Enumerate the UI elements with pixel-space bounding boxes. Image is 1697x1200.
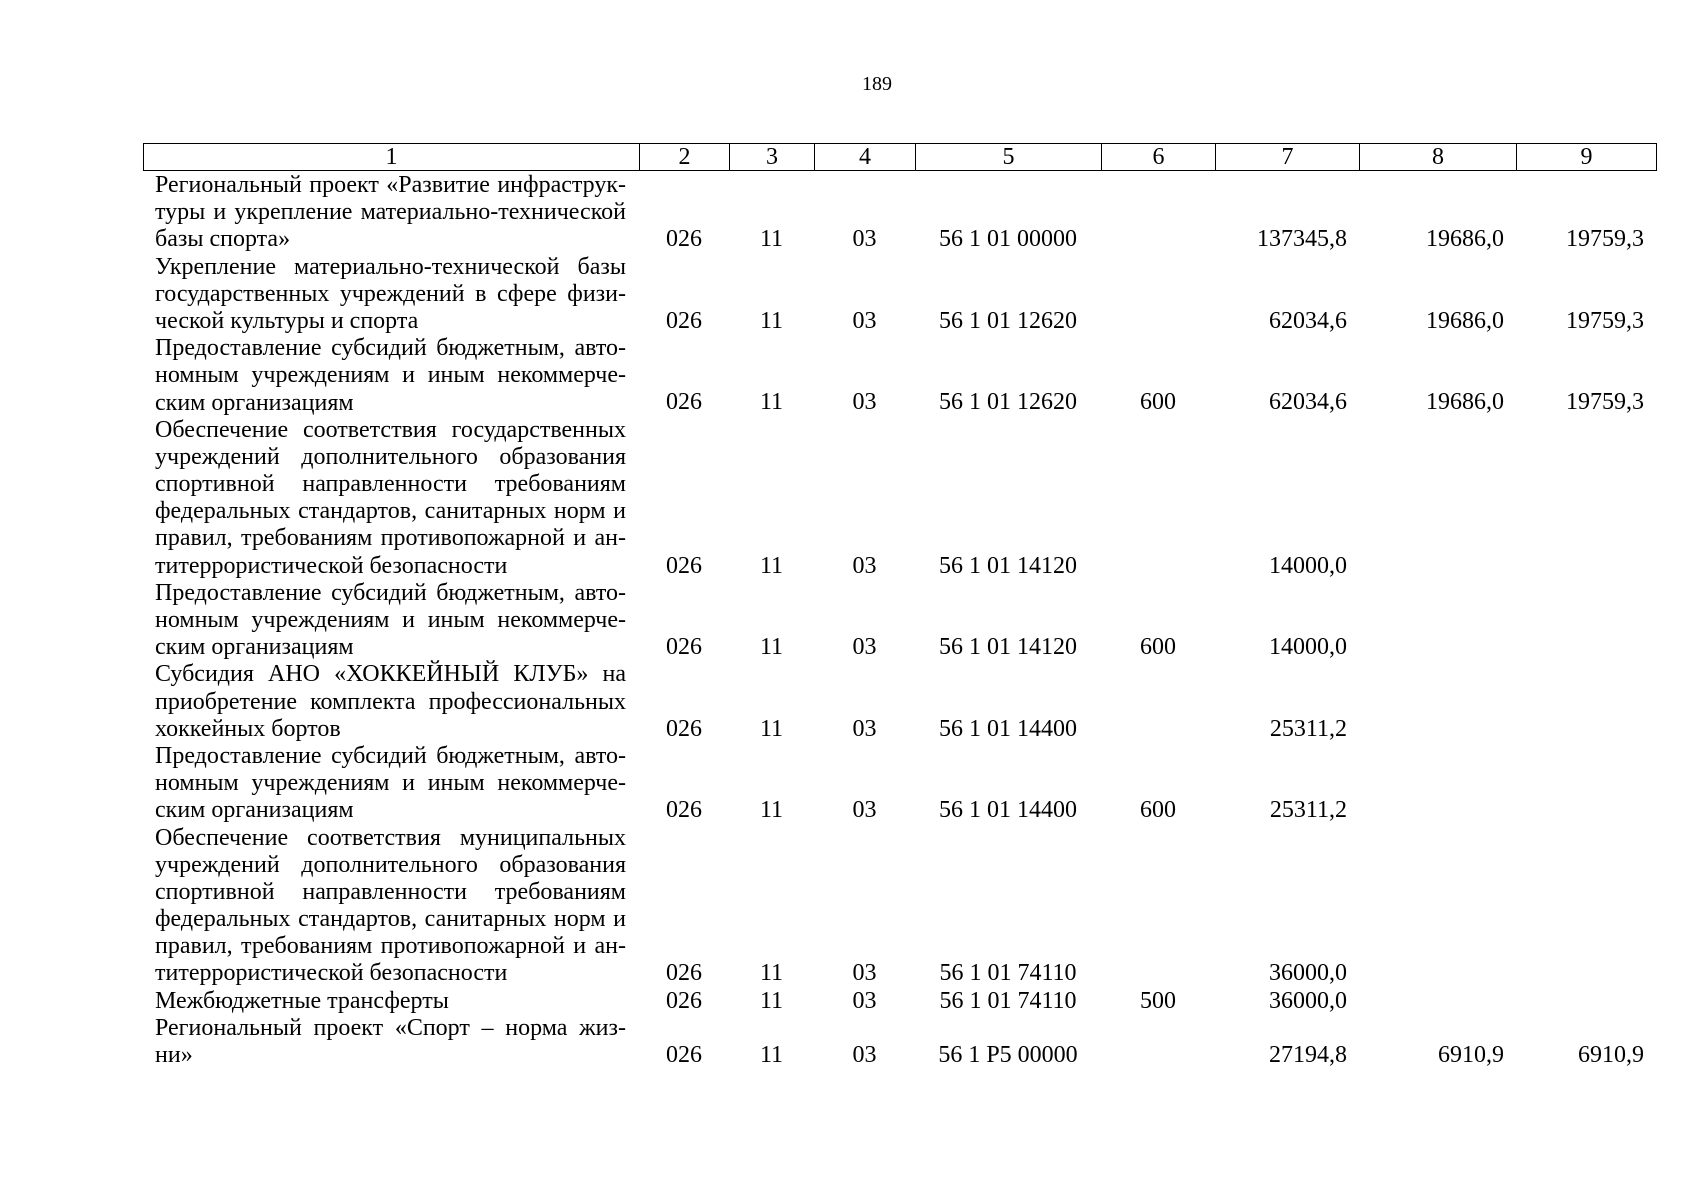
col-5-cell: 56 1 01 12620 <box>939 389 1077 416</box>
row-name-line: спортивной направленности требованиям <box>155 471 626 498</box>
col-4-cell: 03 <box>852 307 877 334</box>
row-name-line: Предоставление субсидий бюджетным, авто- <box>155 335 626 362</box>
header-col-9: 9 <box>1516 144 1656 170</box>
row-name-line: спортивной направленности требованиям <box>155 878 626 905</box>
col-4-cell: 03 <box>852 634 877 661</box>
row-name-line: титеррористической безопасности <box>155 960 508 987</box>
row-name-line: номным учреждениям и иным некоммерче- <box>155 770 626 797</box>
table-row <box>144 172 1656 254</box>
row-name-line: Предоставление субсидий бюджетным, авто- <box>155 579 626 606</box>
col-4-cell: 03 <box>852 797 877 824</box>
col-6-cell: 600 <box>1140 634 1176 661</box>
col-3-cell: 11 <box>759 1042 784 1068</box>
col-5-cell: 56 1 Р5 00000 <box>938 1042 1078 1068</box>
header-col-5: 5 <box>915 144 1101 170</box>
col-5-cell: 56 1 01 14120 <box>939 552 1077 579</box>
table-row <box>144 1015 1656 1069</box>
col-7-amount-cell: 25311,2 <box>1269 715 1347 742</box>
row-name-line: базы спорта» <box>155 226 291 253</box>
row-name-cell <box>144 825 639 988</box>
col-3-cell: 11 <box>759 987 784 1014</box>
row-name-line: ским организациям <box>155 389 354 416</box>
page-number: 189 <box>862 73 892 95</box>
col-3-cell: 11 <box>759 552 784 579</box>
row-name-line: приобретение комплекта профессиональных <box>155 688 626 715</box>
table-row <box>144 580 1656 662</box>
row-name-cell <box>144 661 639 743</box>
table-row <box>144 988 1656 1015</box>
row-name-line: туры и укрепление материально-технической <box>155 199 626 226</box>
header-col-3: 3 <box>729 144 814 170</box>
row-name-line: Обеспечение соответствия муниципальных <box>155 824 626 851</box>
col-2-cell: 026 <box>666 389 702 416</box>
row-name-cell <box>144 1015 639 1069</box>
col-4-cell: 03 <box>852 1042 877 1068</box>
row-name-line: учреждений дополнительного образования <box>155 851 626 878</box>
row-name-line: Укрепление материально-технической базы <box>155 253 626 280</box>
row-name-line: ским организациям <box>155 634 354 661</box>
row-name-line: ческой культуры и спорта <box>155 307 419 334</box>
col-5-cell: 56 1 01 14400 <box>939 797 1077 824</box>
col-2-cell: 026 <box>666 715 702 742</box>
row-name-line: правил, требованиям противопожарной и ан- <box>155 933 626 960</box>
col-6-cell: 600 <box>1140 389 1176 416</box>
row-name-line: Субсидия АНО «ХОККЕЙНЫЙ КЛУБ» на <box>155 661 626 688</box>
col-5-cell: 56 1 01 14400 <box>939 715 1077 742</box>
header-col-1: 1 <box>385 144 398 170</box>
table-row <box>144 335 1656 417</box>
col-3-cell: 11 <box>759 307 784 334</box>
col-9-amount-cell: 19759,3 <box>1566 389 1644 416</box>
row-name-line: Предоставление субсидий бюджетным, авто- <box>155 742 626 769</box>
table-row <box>144 254 1656 336</box>
row-name-line: правил, требованиям противопожарной и ан- <box>155 525 626 552</box>
col-7-amount-cell: 25311,2 <box>1269 797 1347 824</box>
table-row <box>144 825 1656 988</box>
header-col-8: 8 <box>1359 144 1516 170</box>
col-2-cell: 026 <box>666 307 702 334</box>
col-7-amount-cell: 36000,0 <box>1269 987 1347 1014</box>
row-name-line: Региональный проект «Спорт – норма жиз- <box>155 1014 626 1041</box>
col-2-cell: 026 <box>666 226 702 253</box>
row-name-line: хоккейных бортов <box>155 715 341 742</box>
col-8-amount-cell: 6910,9 <box>1438 1042 1504 1068</box>
col-4-cell: 03 <box>852 552 877 579</box>
col-5-cell: 56 1 01 00000 <box>939 226 1077 253</box>
header-col-2: 2 <box>639 144 729 170</box>
row-name-cell <box>144 417 639 580</box>
col-4-cell: 03 <box>852 389 877 416</box>
row-name-line: ским организациям <box>155 797 354 824</box>
col-2-cell: 026 <box>666 987 702 1014</box>
row-name-cell <box>144 335 639 417</box>
col-5-cell: 56 1 01 74110 <box>939 960 1077 987</box>
col-6-cell: 600 <box>1140 797 1176 824</box>
col-3-cell: 11 <box>759 960 784 987</box>
col-4-cell: 03 <box>852 226 877 253</box>
col-7-amount-cell: 62034,6 <box>1269 307 1347 334</box>
col-3-cell: 11 <box>759 226 784 253</box>
row-name-cell <box>144 580 639 662</box>
col-4-cell: 03 <box>852 987 877 1014</box>
row-name-line: Обеспечение соответствия государственных <box>155 416 626 443</box>
row-name-cell <box>144 743 639 825</box>
col-2-cell: 026 <box>666 1042 702 1068</box>
col-4-cell: 03 <box>852 960 877 987</box>
col-7-amount-cell: 14000,0 <box>1269 552 1347 579</box>
col-3-cell: 11 <box>759 634 784 661</box>
table-row <box>144 417 1656 580</box>
col-3-cell: 11 <box>759 797 784 824</box>
col-3-cell: 11 <box>759 389 784 416</box>
col-4-cell: 03 <box>852 715 877 742</box>
col-2-cell: 026 <box>666 960 702 987</box>
col-9-amount-cell: 19759,3 <box>1566 307 1644 334</box>
row-name-line: ни» <box>155 1042 193 1069</box>
col-9-amount-cell: 6910,9 <box>1578 1042 1644 1068</box>
col-6-cell: 500 <box>1140 987 1176 1014</box>
col-2-cell: 026 <box>666 634 702 661</box>
col-8-amount-cell: 19686,0 <box>1426 307 1504 334</box>
col-7-amount-cell: 36000,0 <box>1269 960 1347 987</box>
col-7-amount-cell: 27194,8 <box>1269 1042 1347 1068</box>
col-9-amount-cell: 19759,3 <box>1566 226 1644 253</box>
header-col-4: 4 <box>814 144 915 170</box>
col-5-cell: 56 1 01 12620 <box>939 307 1077 334</box>
row-name-line: государственных учреждений в сфере физи- <box>155 280 626 307</box>
header-col-7: 7 <box>1215 144 1359 170</box>
table-header-row <box>143 143 1657 171</box>
col-8-amount-cell: 19686,0 <box>1426 389 1504 416</box>
row-name-line: учреждений дополнительного образования <box>155 443 626 470</box>
row-name-line: федеральных стандартов, санитарных норм и <box>155 906 626 933</box>
row-name-cell <box>144 172 639 254</box>
row-name-cell <box>144 254 639 336</box>
col-7-amount-cell: 62034,6 <box>1269 389 1347 416</box>
col-2-cell: 026 <box>666 552 702 579</box>
col-8-amount-cell: 19686,0 <box>1426 226 1504 253</box>
table-row <box>144 661 1656 743</box>
row-name-cell <box>144 988 639 1015</box>
col-2-cell: 026 <box>666 797 702 824</box>
col-7-amount-cell: 137345,8 <box>1257 226 1347 253</box>
col-3-cell: 11 <box>759 715 784 742</box>
col-7-amount-cell: 14000,0 <box>1269 634 1347 661</box>
col-5-cell: 56 1 01 14120 <box>939 634 1077 661</box>
row-name-line: номным учреждениям и иным некоммерче- <box>155 362 626 389</box>
header-col-6: 6 <box>1101 144 1215 170</box>
row-name-line: федеральных стандартов, санитарных норм и <box>155 498 626 525</box>
row-name-line: Межбюджетные трансферты <box>155 987 449 1014</box>
table-row <box>144 743 1656 825</box>
row-name-line: титеррористической безопасности <box>155 552 508 579</box>
table-body <box>144 172 1656 1069</box>
row-name-line: номным учреждениям и иным некоммерче- <box>155 607 626 633</box>
col-5-cell: 56 1 01 74110 <box>939 987 1077 1014</box>
row-name-line: Региональный проект «Развитие инфраструк- <box>155 172 626 198</box>
